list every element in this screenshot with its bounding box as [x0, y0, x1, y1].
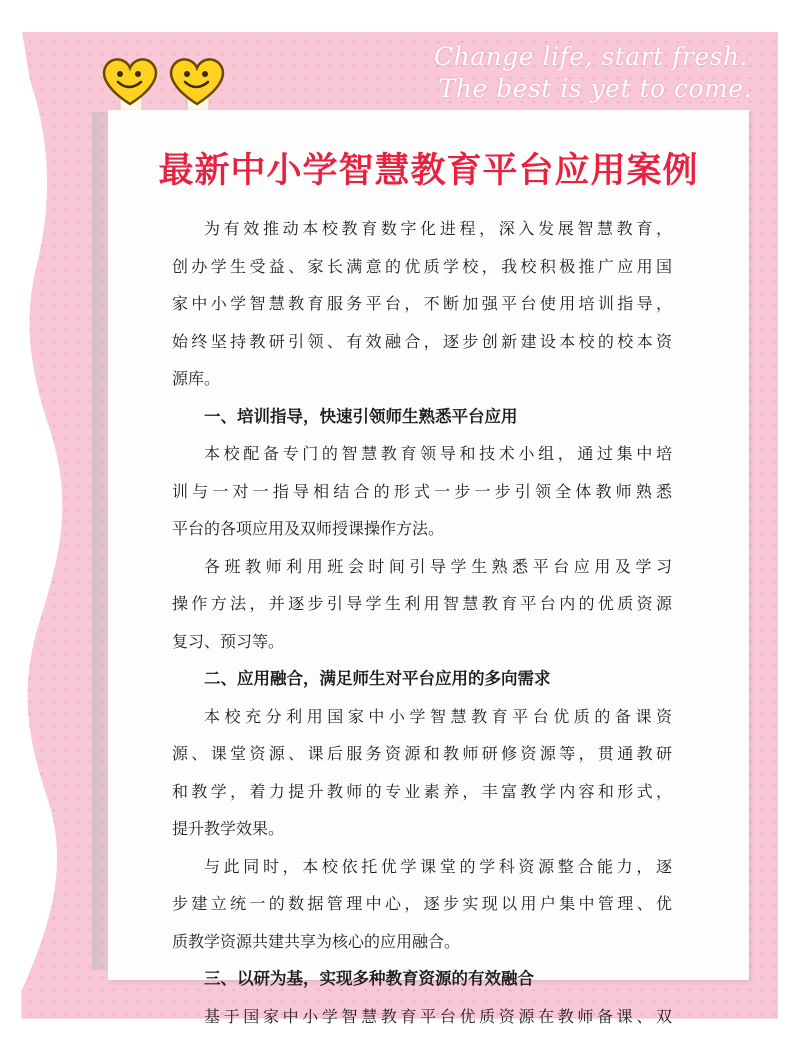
paragraph-line: 质教学资源共建共享为核心的应用融合。 — [172, 931, 461, 951]
paragraph-line: 复习、预习等。 — [172, 631, 285, 651]
section-heading: 三、以研为基，实现多种教育资源的有效融合 — [204, 969, 534, 988]
paragraph-line: 为有效推动本校教育数字化进程，深入发展智慧教育， — [204, 219, 672, 238]
paragraph-line: 源、课堂资源、课后服务资源和教师研修资源等，贯通教研 — [172, 744, 672, 763]
paragraph-line: 家中小学智慧教育服务平台，不断加强平台使用培训指导， — [172, 294, 672, 313]
paragraph-line: 各班教师利用班会时间引导学生熟悉平台应用及学习 — [204, 556, 672, 576]
paragraph-line: 源库。 — [172, 369, 221, 388]
paragraph-line: 操作方法，并逐步引导学生利用智慧教育平台内的优质资源 — [172, 594, 672, 613]
paragraph-line: 提升教学效果。 — [172, 819, 285, 838]
document-body — [172, 216, 672, 1041]
section-heading: 一、培训指导，快速引领师生熟悉平台应用 — [204, 406, 518, 426]
paragraph-line: 本校配备专门的智慧教育领导和技术小组，通过集中培 — [204, 444, 672, 463]
paragraph-line: 平台的各项应用及双师授课操作方法。 — [172, 519, 445, 538]
paragraph-line: 训与一对一指导相结合的形式一步一步引领全体教师熟悉 — [172, 481, 672, 501]
paragraph-line: 步建立统一的数据管理中心，逐步实现以用户集中管理、优 — [172, 894, 672, 913]
paragraph-line: 创办学生受益、家长满意的优质学校，我校积极推广应用国 — [172, 256, 672, 276]
paragraph-line: 基于国家中小学智慧教育平台优质资源在教师备课、双 — [204, 1006, 672, 1026]
paragraph-line: 始终坚持教研引领、有效融合，逐步创新建设本校的校本资 — [172, 331, 672, 351]
slogan-line-1: Change life, start fresh. — [433, 42, 748, 71]
section-heading: 二、应用融合，满足师生对平台应用的多向需求 — [204, 669, 551, 688]
paragraph-line: 本校充分利用国家中小学智慧教育平台优质的备课资 — [204, 706, 672, 726]
paragraph-line: 与此同时，本校依托优学课堂的学科资源整合能力，逐 — [204, 856, 672, 876]
slogan-line-2: The best is yet to come. — [438, 74, 752, 103]
paragraph-line: 和教学，着力提升教师的专业素养，丰富教学内容和形式， — [172, 781, 672, 801]
document-title: 最新中小学智慧教育平台应用案例 — [158, 151, 699, 191]
